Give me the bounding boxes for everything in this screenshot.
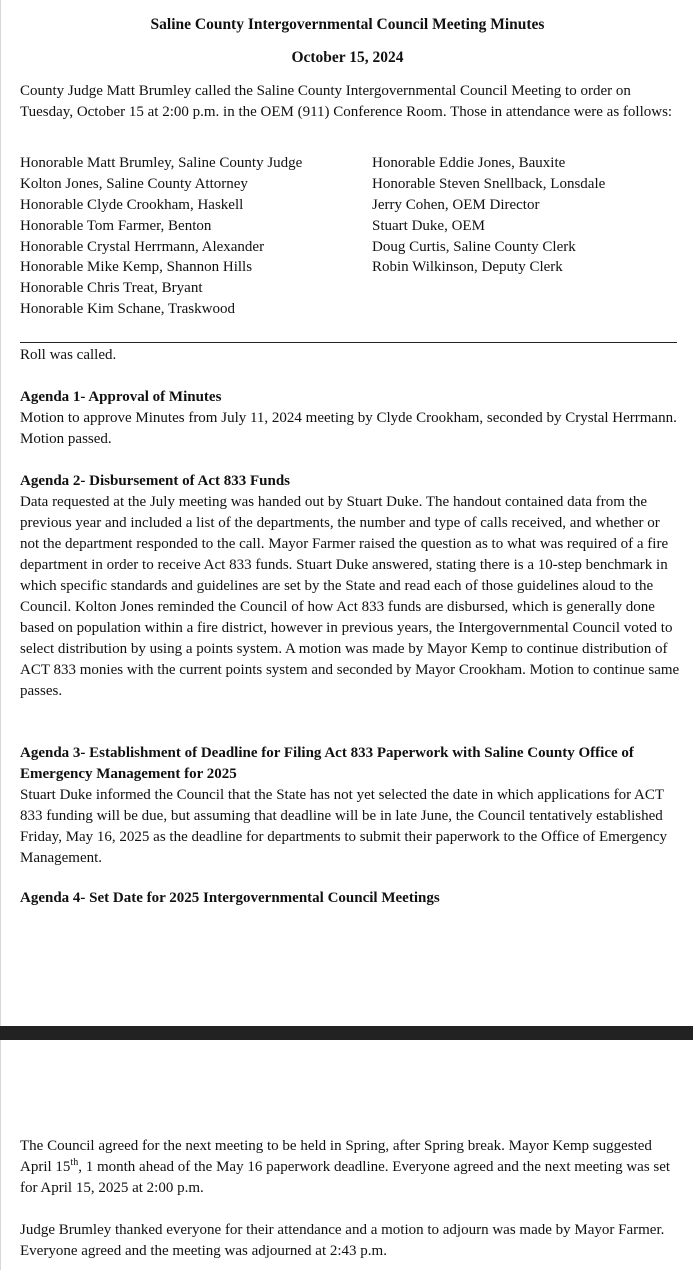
agenda-4-heading: Agenda 4- Set Date for 2025 Intergovernmental Council Meetings [20,890,440,906]
attendee: Honorable Kim Schane, Traskwood [20,301,235,318]
next-meeting-text [20,1136,682,1199]
attendee: Honorable Steven Snellback, Lonsdale [372,175,606,192]
agenda-3-heading: Agenda 3- Establishment of Deadline for Filing Act 833 Paperwork with Saline County Office of Emergency Management for 2025 [20,745,634,782]
divider-line [20,342,677,343]
attendee: Stuart Duke, OEM [372,217,485,234]
attendee-column-left [20,153,302,320]
attendee: Honorable Eddie Jones, Bauxite [372,155,566,171]
next-meeting-text-start: The Council agreed for the next meeting to be held in Spring, after Spring break. Mayor Kemp suggested April 15 [20,1138,652,1175]
next-meeting-paragraph [20,1136,682,1199]
agenda-2-section [20,471,682,702]
agenda-1-text: Motion to approve Minutes from July 11, 2024 meeting by Clyde Crookham, seconded by Crystal Herrmann. Motion passed. [20,410,677,447]
agenda-4-section [20,888,682,909]
document-title: Saline County Intergovernmental Council Meeting Minutes [150,16,545,33]
attendee: Kolton Jones, Saline County Attorney [20,175,248,192]
agenda-2-text: Data requested at the July meeting was handed out by Stuart Duke. The handout contained data from the previous year and included a list of the departments, the number and type of calls received, and whether or not the department responded to the call. Mayor Farmer raised the question as to what was required of a fire department in order to receive Act 833 funds. Stuart Duke answered, stating there is a 10-step benchmark in which specific standards and guidelines are set by the State and read each of those guidelines aloud to the Council. Kolton Jones reminded the Council of how Act 833 funds are disbursed, which is generally done based on population within a fire district, however in previous years, the Intergovernmental Council voted to select distribution by using a points system. A motion was made by Mayor Kemp to continue distribution of ACT 833 monies with the current points system and seconded by Mayor Crookham. Motion to continue same passes. [20,494,680,699]
next-meeting-text-end: , 1 month ahead of the May 16 paperwork deadline. Everyone agreed and the next meeting was set for April 15, 2025 at 2:00 p.m. [20,1159,671,1196]
attendee: Honorable Mike Kemp, Shannon Hills [20,259,253,276]
agenda-1-section [20,387,682,450]
intro-text: County Judge Matt Brumley called the Saline County Intergovernmental Council Meeting to order on Tuesday, October 15 at 2:00 p.m. in the OEM (911) Conference Room. Those in attendance were as follows: [20,83,673,120]
agenda-1-heading: Agenda 1- Approval of Minutes [20,389,222,405]
agenda-2-heading: Agenda 2- Disbursement of Act 833 Funds [20,473,291,489]
ordinal-suffix: th [70,1157,79,1168]
agenda-3-section [20,743,682,869]
roll-call [20,345,682,366]
attendee: Robin Wilkinson, Deputy Clerk [372,259,563,276]
intro-paragraph [20,81,682,123]
attendee-list [20,153,682,321]
adjournment-text: Judge Brumley thanked everyone for their attendance and a motion to adjourn was made by Mayor Farmer. Everyone agreed and the meeting was adjourned at 2:43 p.m. [20,1222,665,1259]
meeting-date: October 15, 2024 [291,49,404,66]
adjournment-paragraph [20,1220,682,1262]
attendee: Honorable Tom Farmer, Benton [20,217,212,234]
attendee: Honorable Crystal Herrmann, Alexander [20,238,265,255]
attendee: Honorable Matt Brumley, Saline County Judge [20,155,303,171]
attendee-column-right [372,153,605,278]
agenda-3-text: Stuart Duke informed the Council that the State has not yet selected the date in which applications for ACT 833 funding will be due, but assuming that deadline will be in late June, the Council tentatively established Friday, May 16, 2025 as the deadline for departments to submit their paperwork to the Office of Emergency Management. [20,787,668,866]
attendee: Honorable Chris Treat, Bryant [20,280,203,297]
attendee: Doug Curtis, Saline County Clerk [372,238,576,255]
roll-call-text: Roll was called. [20,347,117,363]
page-separator [0,1026,693,1040]
attendee: Jerry Cohen, OEM Director [372,196,540,213]
attendee: Honorable Clyde Crookham, Haskell [20,196,244,213]
document-page-2 [0,1040,693,1270]
